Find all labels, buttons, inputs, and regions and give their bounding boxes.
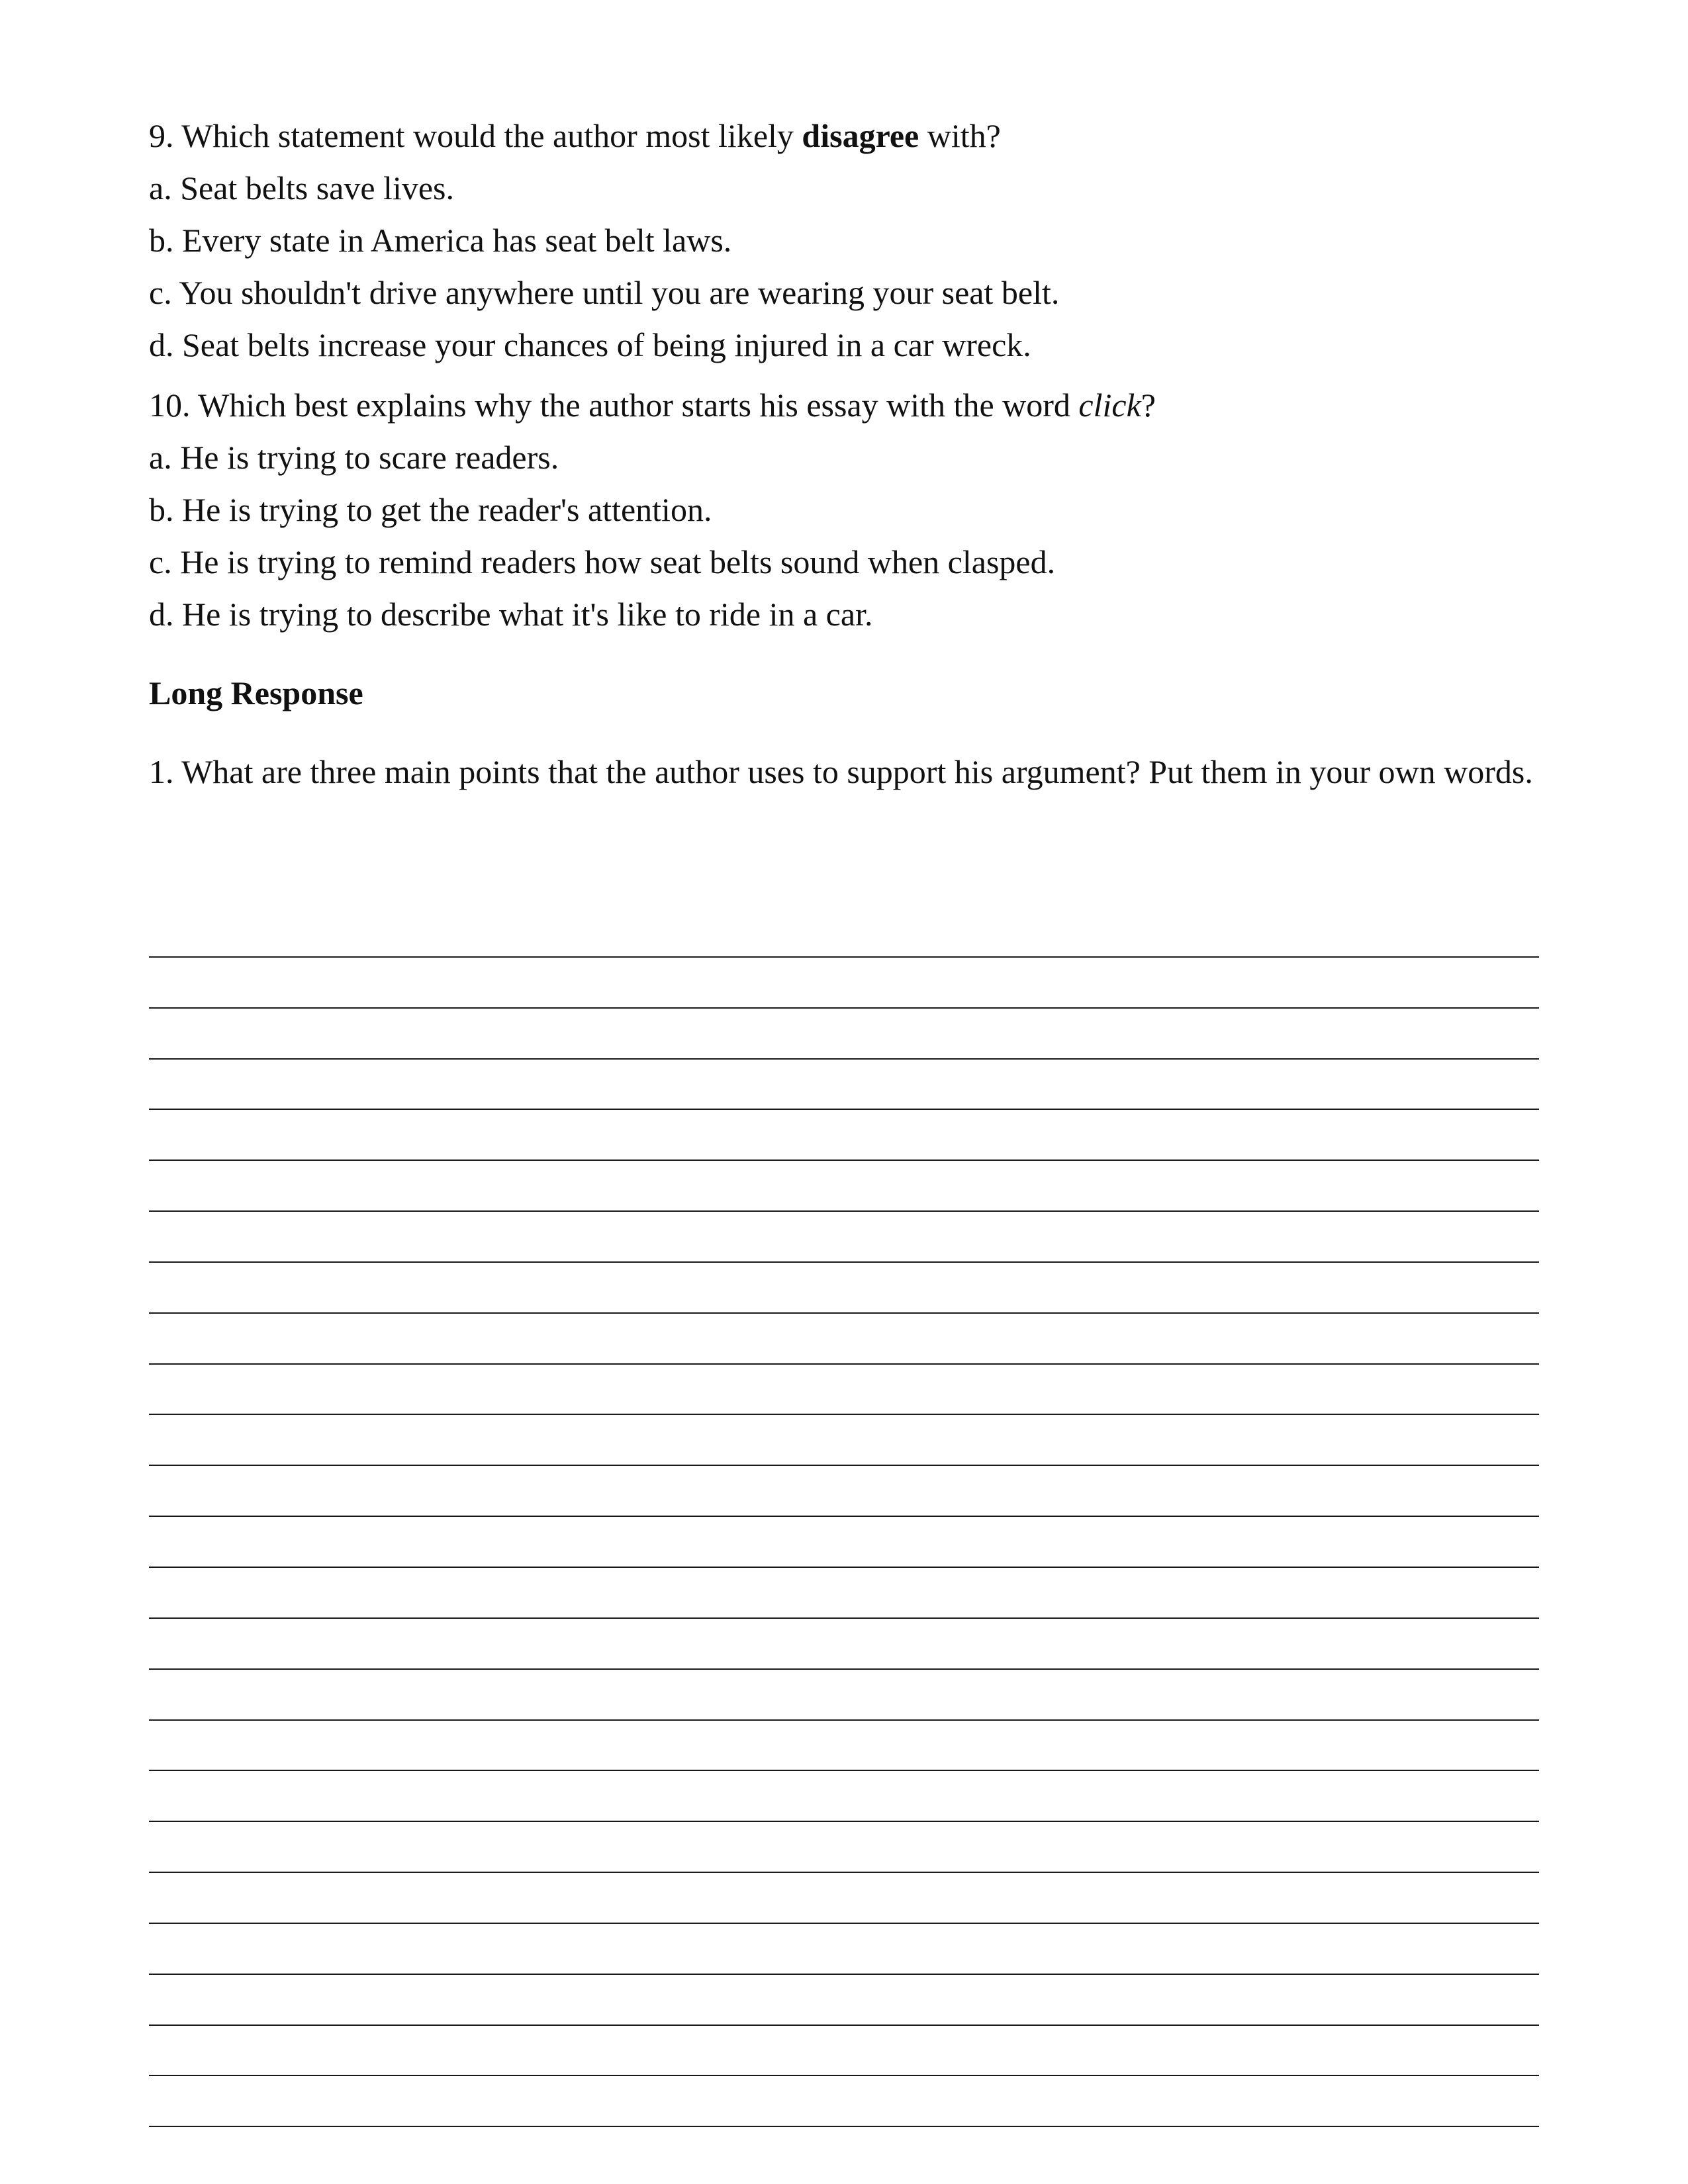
- question-10-option-d[interactable]: d. He is trying to describe what it's like to ride in a car.: [149, 596, 873, 633]
- answer-line[interactable]: [149, 1415, 1539, 1466]
- answer-line[interactable]: [149, 1314, 1539, 1365]
- question-9-stem-end: with?: [919, 117, 1001, 154]
- answer-line[interactable]: [149, 1365, 1539, 1416]
- answer-lines[interactable]: [149, 907, 1539, 2127]
- question-10-stem-end: ?: [1141, 387, 1156, 424]
- question-9: [149, 119, 1539, 361]
- question-10-option-a[interactable]: a. He is trying to scare readers.: [149, 439, 559, 476]
- answer-line[interactable]: [149, 1822, 1539, 1873]
- question-9-stem-text: 9. Which statement would the author most likely: [149, 117, 802, 154]
- long-response-prompt: 1. What are three main points that the author uses to support his argument? Put them in your own words.: [149, 753, 1533, 790]
- question-9-option-a[interactable]: a. Seat belts save lives.: [149, 169, 454, 206]
- answer-line[interactable]: [149, 1721, 1539, 1772]
- answer-line[interactable]: [149, 1161, 1539, 1212]
- answer-line[interactable]: [149, 1975, 1539, 2026]
- answer-line[interactable]: [149, 2026, 1539, 2077]
- question-10-stem: [149, 388, 1539, 422]
- question-9-option-b[interactable]: b. Every state in America has seat belt laws.: [149, 222, 732, 259]
- answer-line[interactable]: [149, 1466, 1539, 1517]
- answer-line[interactable]: [149, 1009, 1539, 1060]
- question-9-option-c[interactable]: c. You shouldn't drive anywhere until you are wearing your seat belt.: [149, 274, 1060, 311]
- question-10-keyword: click: [1078, 387, 1141, 424]
- answer-line[interactable]: [149, 1619, 1539, 1670]
- question-10-option-b[interactable]: b. He is trying to get the reader's attention.: [149, 491, 712, 528]
- question-10-stem-text: 10. Which best explains why the author starts his essay with the word: [149, 387, 1079, 424]
- answer-line[interactable]: [149, 2076, 1539, 2127]
- answer-line[interactable]: [149, 1060, 1539, 1111]
- answer-line[interactable]: [149, 1263, 1539, 1314]
- answer-line[interactable]: [149, 907, 1539, 958]
- long-response-heading: Long Response: [149, 674, 363, 711]
- answer-line[interactable]: [149, 1670, 1539, 1721]
- worksheet-page: [149, 119, 1539, 792]
- question-10-option-c[interactable]: c. He is trying to remind readers how seat belts sound when clasped.: [149, 543, 1056, 580]
- answer-line[interactable]: [149, 1771, 1539, 1822]
- answer-line[interactable]: [149, 1110, 1539, 1161]
- question-9-option-d[interactable]: d. Seat belts increase your chances of being injured in a car wreck.: [149, 326, 1031, 363]
- question-9-stem: [149, 119, 1539, 152]
- answer-line[interactable]: [149, 1873, 1539, 1924]
- answer-line[interactable]: [149, 1212, 1539, 1263]
- answer-line[interactable]: [149, 1517, 1539, 1568]
- answer-line[interactable]: [149, 1924, 1539, 1975]
- question-10: [149, 388, 1539, 631]
- answer-line[interactable]: [149, 1568, 1539, 1619]
- question-9-keyword: disagree: [802, 117, 919, 154]
- answer-line[interactable]: [149, 958, 1539, 1009]
